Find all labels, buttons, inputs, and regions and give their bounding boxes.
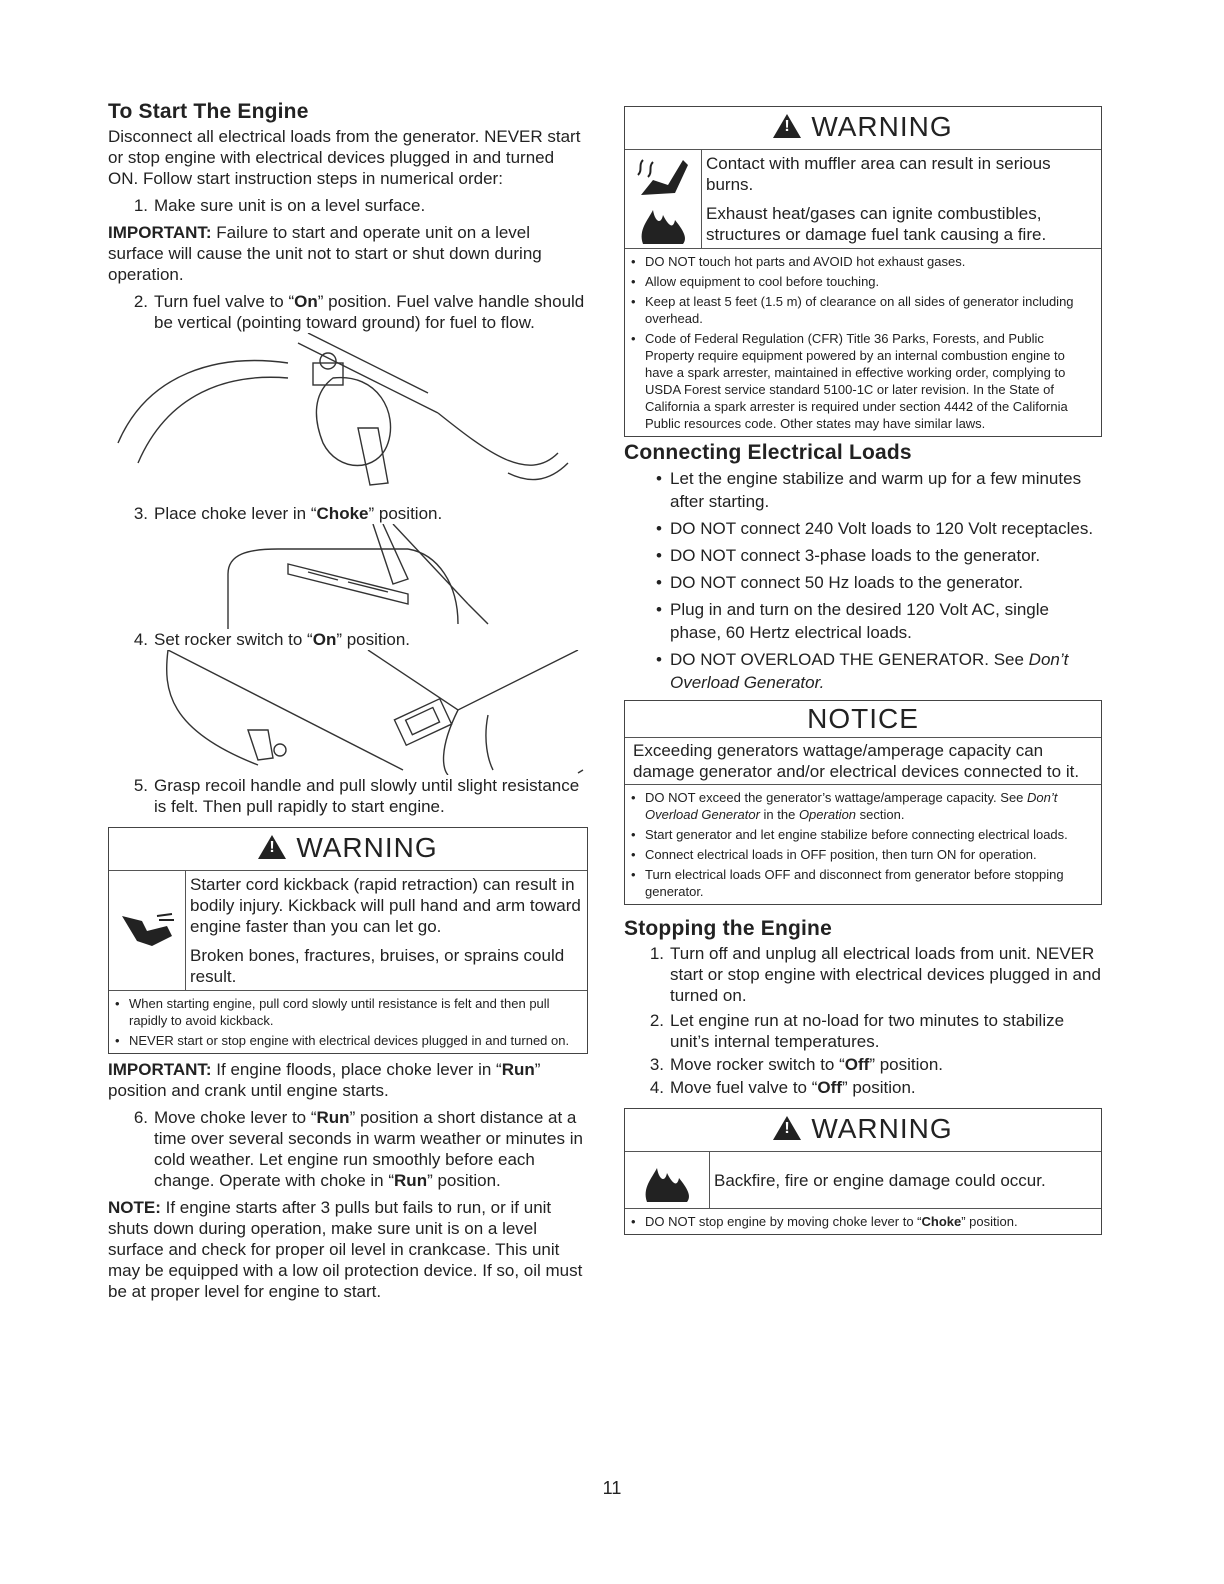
warning-title-text: WARNING: [811, 111, 953, 142]
warning-title-text: WARNING: [811, 1113, 953, 1144]
hazard-icon-cell: [625, 1152, 710, 1208]
step-number: 3.: [649, 1055, 664, 1074]
hazard-row: [109, 871, 587, 991]
note-text: If engine starts after 3 pulls but fails to run, or if unit shuts down during operation, make sure unit is on a level surface and check for proper oil level in crankcase. This unit may be equipped with a low oil protection device. If so, oil must be at proper level for engine to start.: [108, 1198, 583, 1301]
step-number: 1.: [133, 196, 148, 215]
hazard-text-1: Contact with muffler area can result in serious burns.: [706, 154, 1051, 194]
start-step-3: [108, 503, 588, 524]
note-label: NOTE:: [108, 1198, 161, 1217]
step-number: 4.: [133, 630, 148, 649]
step-text: Place choke lever in “: [154, 504, 317, 523]
step-text: Grasp recoil handle and pull slowly until slight resistance is felt. Then pull rapidly to start engine.: [154, 776, 580, 816]
fire-icon: [633, 200, 693, 244]
stop-step-3: 3. Move rocker switch to “Off” position.: [624, 1054, 1102, 1075]
notice-bullets: [625, 785, 1101, 904]
section-title-stop: Stopping the Engine: [624, 917, 832, 940]
important-label: IMPORTANT:: [108, 223, 212, 242]
loads-list: [624, 467, 1102, 694]
warning-bullet: • DO NOT touch hot parts and AVOID hot exhaust gases.: [631, 254, 966, 269]
hazard-text-1: Starter cord kickback (rapid retraction) can result in bodily injury. Kickback will pull hand and arm toward engine faster than you can let go.: [190, 875, 581, 936]
start-intro: Disconnect all electrical loads from the generator. NEVER start or stop engine with electrical devices plugged in and turned ON. Follow start instruction steps in numerical order:: [108, 127, 581, 188]
important-note-1: [108, 222, 588, 285]
right-column: [624, 106, 1102, 1235]
step-keyword: On: [294, 292, 318, 311]
notice-text: Exceeding generators wattage/amperage capacity can damage generator and/or electrical devices connected to it.: [625, 738, 1101, 785]
notice-bullet: • DO NOT exceed the generator’s wattage/amperage capacity. See Don’t Overload Generator in the Operation section.: [631, 790, 1058, 822]
step-number: 6.: [133, 1108, 148, 1127]
step-number: 3.: [133, 504, 148, 523]
step-keyword: Choke: [316, 504, 369, 523]
warning-title: [625, 107, 1101, 150]
list-item: • DO NOT connect 240 Volt loads to 120 Volt receptacles.: [656, 519, 1094, 538]
step-number: 5.: [133, 776, 148, 795]
notice-bullet: • Start generator and let engine stabilize before connecting electrical loads.: [631, 827, 1068, 842]
hazard-icon-cell: [625, 150, 702, 248]
warning-title-text: WARNING: [296, 832, 438, 863]
step-keyword: On: [312, 630, 337, 649]
warning-bullets: [625, 249, 1101, 436]
hazard-text: [702, 150, 1101, 248]
warning-bullet: • When starting engine, pull cord slowly until resistance is felt and then pull rapidly to avoid kickback.: [115, 996, 550, 1028]
stop-step-1: [624, 943, 1102, 1006]
hot-surface-icon: [633, 155, 693, 199]
warning-bullet: • Allow equipment to cool before touching.: [631, 274, 880, 289]
warning-title: [625, 1109, 1101, 1152]
warning-bullets: [109, 991, 587, 1053]
warning-triangle-icon: [773, 1116, 801, 1140]
list-item: • DO NOT connect 3-phase loads to the generator.: [656, 546, 1041, 565]
notice-title: NOTICE: [625, 701, 1101, 738]
step-text: ” position.: [368, 504, 443, 523]
step-text: Make sure unit is on a level surface.: [154, 196, 426, 215]
list-item: • Let the engine stabilize and warm up for a few minutes after starting.: [656, 469, 1082, 511]
step-text: ” position. Fuel valve handle should be vertical (pointing toward ground) for fuel to flow.: [154, 292, 585, 332]
notice-bullet: • Turn electrical loads OFF and disconnect from generator before stopping generator.: [631, 867, 1064, 899]
section-title-loads: Connecting Electrical Loads: [624, 441, 912, 464]
notice-box: [624, 700, 1102, 905]
notice-bullet: • Connect electrical loads in OFF position, then turn ON for operation.: [631, 847, 1037, 862]
note-paragraph: [108, 1197, 588, 1302]
warning-bullet: • DO NOT stop engine by moving choke lever to “Choke” position.: [631, 1214, 1018, 1229]
hazard-text: Backfire, fire or engine damage could occur.: [714, 1170, 1046, 1190]
choke-lever-illustration: [108, 524, 588, 629]
warning-bullets: [625, 1209, 1101, 1234]
stop-step-4: 4. Move fuel valve to “Off” position.: [624, 1077, 1102, 1098]
step-text: Let engine run at no-load for two minutes to stabilize unit’s internal temperatures.: [670, 1011, 1065, 1051]
section-title-start: To Start The Engine: [108, 100, 309, 123]
list-item: • DO NOT connect 50 Hz loads to the generator.: [656, 573, 1024, 592]
rocker-switch-illustration: [108, 650, 588, 775]
hazard-row: [625, 1152, 1101, 1209]
important-text: Failure to start and operate unit on a level surface will cause the unit not to start or shut down during operation.: [108, 223, 542, 284]
step-number: 4.: [649, 1078, 664, 1097]
warning-bullet: • NEVER start or stop engine with electrical devices plugged in and turned on.: [115, 1033, 570, 1048]
step-text: ” position.: [336, 630, 411, 649]
hazard-text: [186, 871, 587, 990]
kickback-hand-icon: [117, 906, 177, 956]
stop-step-2: [624, 1010, 1102, 1052]
hazard-text-2: Broken bones, fractures, bruises, or sprains could result.: [190, 946, 565, 986]
step-text: Turn fuel valve to “: [154, 292, 295, 311]
warning-triangle-icon: [773, 114, 801, 138]
step-number: 2.: [133, 292, 148, 311]
important-note-2: IMPORTANT: If engine floods, place choke lever in “Run” position and crank until engine starts.: [108, 1060, 541, 1100]
start-step-2: [108, 291, 588, 333]
important-label: IMPORTANT:: [108, 1060, 212, 1079]
warning-title: [109, 828, 587, 871]
warning-triangle-icon: [258, 835, 286, 859]
warning-box-kickback: [108, 827, 588, 1054]
fire-icon: [637, 1158, 697, 1202]
start-step-4: [108, 629, 588, 650]
step-number: 1.: [649, 944, 664, 963]
fuel-valve-illustration: [108, 333, 588, 503]
warning-box-hot-surface: [624, 106, 1102, 437]
start-step-1: [108, 195, 588, 216]
step-text: Set rocker switch to “: [154, 630, 313, 649]
start-step-6: 6. Move choke lever to “Run” position a short distance at a time over several seconds in warm weather or minutes in cold weather. Let engine run smoothly before each change. Operate with choke in “Run” position.: [108, 1107, 588, 1191]
hazard-text-2: Exhaust heat/gases can ignite combustibles, structures or damage fuel tank causing a fire.: [706, 204, 1047, 244]
hazard-icon-cell: [109, 871, 186, 990]
step-number: 2.: [649, 1011, 664, 1030]
page-number: 11: [602, 1478, 622, 1498]
list-item: • DO NOT OVERLOAD THE GENERATOR. See Don’t Overload Generator.: [656, 650, 1069, 692]
cross-reference: Don’t Overload Generator.: [670, 650, 1069, 692]
warning-bullet: • Code of Federal Regulation (CFR) Title 36 Parks, Forests, and Public Property require equipment powered by an internal combustion engine to have a spark arrester, maintained in effective working order, complying to USDA Forest service standard 5100-1C or later revision. In the State of California a spark arrester is required under section 4442 of the California Public resources code. Other states may have similar laws.: [631, 331, 1068, 431]
warning-box-backfire: [624, 1108, 1102, 1235]
list-item: • Plug in and turn on the desired 120 Volt AC, single phase, 60 Hertz electrical loads.: [656, 600, 1049, 642]
step-text: Turn off and unplug all electrical loads from unit. NEVER start or stop engine with electrical devices plugged in and turned on.: [670, 944, 1101, 1005]
warning-bullet: • Keep at least 5 feet (1.5 m) of clearance on all sides of generator including overhead.: [631, 294, 1074, 326]
start-step-5: [108, 775, 588, 817]
left-column: [108, 100, 588, 1302]
hazard-row: [625, 150, 1101, 249]
